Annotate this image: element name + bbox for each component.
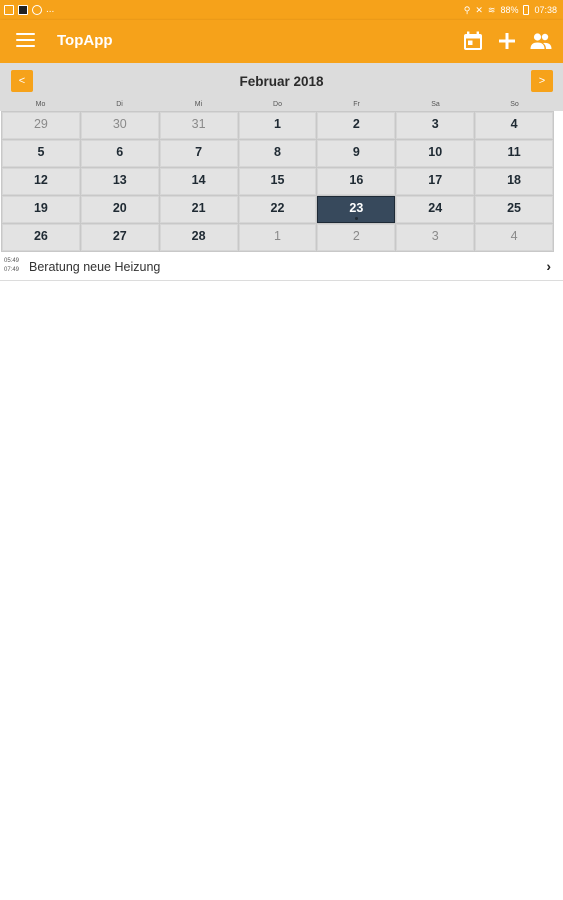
event-start-time: 05:49 <box>4 258 20 264</box>
app-title: TopApp <box>57 32 113 49</box>
calendar-day[interactable]: 17 <box>396 168 474 195</box>
calendar-day[interactable]: 27 <box>81 224 159 251</box>
month-title: Februar 2018 <box>239 74 324 89</box>
calendar-day[interactable]: 28 <box>160 224 238 251</box>
app-bar <box>0 20 563 63</box>
calendar-day[interactable]: 24 <box>396 196 474 223</box>
calendar-day[interactable]: 15 <box>239 168 317 195</box>
calendar-day[interactable]: 29 <box>2 112 80 139</box>
clock-icon <box>32 5 42 15</box>
event-list-item[interactable] <box>0 253 563 281</box>
people-icon[interactable] <box>529 29 553 53</box>
calendar-icon[interactable] <box>461 29 485 53</box>
calendar-day[interactable]: 25 <box>475 196 553 223</box>
weekday-label: Do <box>273 101 282 108</box>
weekday-label: So <box>510 101 519 108</box>
calendar-day[interactable]: 3 <box>396 224 474 251</box>
event-times <box>4 257 19 275</box>
calendar-day[interactable]: 12 <box>2 168 80 195</box>
calendar-day[interactable]: 2 <box>317 224 395 251</box>
wifi-icon: ≋ <box>487 5 496 15</box>
weekday-label: Di <box>116 101 123 108</box>
photo-icon <box>18 5 28 15</box>
calendar-day[interactable]: 4 <box>475 112 553 139</box>
weekday-row <box>1 100 554 110</box>
weekday-label: Mo <box>35 101 46 108</box>
status-notifications <box>4 3 54 17</box>
event-title: Beratung neue Heizung <box>29 260 161 274</box>
battery-icon <box>523 5 529 15</box>
calendar-day[interactable]: 16 <box>317 168 395 195</box>
calendar-day[interactable]: 13 <box>81 168 159 195</box>
calendar-day[interactable]: 2 <box>317 112 395 139</box>
calendar-day[interactable]: 8 <box>239 140 317 167</box>
calendar-day[interactable]: 7 <box>160 140 238 167</box>
status-bar <box>0 0 563 20</box>
weekday-label: Mi <box>194 101 203 108</box>
next-month-button[interactable]: > <box>531 70 553 92</box>
weekday-label: Sa <box>431 101 440 108</box>
calendar-day[interactable]: 21 <box>160 196 238 223</box>
calendar-day[interactable]: 22 <box>239 196 317 223</box>
calendar-day[interactable]: 18 <box>475 168 553 195</box>
more-notifications-indicator: ... <box>46 4 55 15</box>
calendar-day[interactable]: 3 <box>396 112 474 139</box>
event-end-time: 07:49 <box>4 267 20 273</box>
image-icon <box>4 5 14 15</box>
calendar-day[interactable]: 10 <box>396 140 474 167</box>
calendar-day[interactable]: 26 <box>2 224 80 251</box>
calendar-header <box>0 63 563 111</box>
status-time: 07:38 <box>534 5 557 15</box>
calendar-day[interactable]: 19 <box>2 196 80 223</box>
event-indicator-dot <box>355 217 358 220</box>
prev-month-button[interactable]: < <box>11 70 33 92</box>
battery-percent: 88% <box>500 5 519 15</box>
calendar-day[interactable]: 5 <box>2 140 80 167</box>
calendar-day[interactable]: 1 <box>239 112 317 139</box>
calendar-day[interactable]: 6 <box>81 140 159 167</box>
calendar-day-selected[interactable] <box>317 196 395 223</box>
calendar-day[interactable]: 20 <box>81 196 159 223</box>
location-icon: ⚲ <box>463 5 471 15</box>
calendar-day[interactable]: 11 <box>475 140 553 167</box>
calendar-day[interactable]: 14 <box>160 168 238 195</box>
calendar-day[interactable]: 31 <box>160 112 238 139</box>
mute-icon: ✕ <box>475 5 483 15</box>
weekday-label: Fr <box>353 101 360 108</box>
selected-day-number: 23 <box>349 201 364 215</box>
chevron-right-icon: › <box>546 258 551 274</box>
calendar-day[interactable]: 9 <box>317 140 395 167</box>
calendar-day[interactable]: 4 <box>475 224 553 251</box>
add-icon[interactable] <box>495 29 519 53</box>
calendar-day[interactable]: 1 <box>239 224 317 251</box>
calendar-day[interactable]: 30 <box>81 112 159 139</box>
status-system <box>464 3 557 17</box>
calendar-grid <box>1 111 554 252</box>
menu-icon[interactable] <box>16 33 35 48</box>
